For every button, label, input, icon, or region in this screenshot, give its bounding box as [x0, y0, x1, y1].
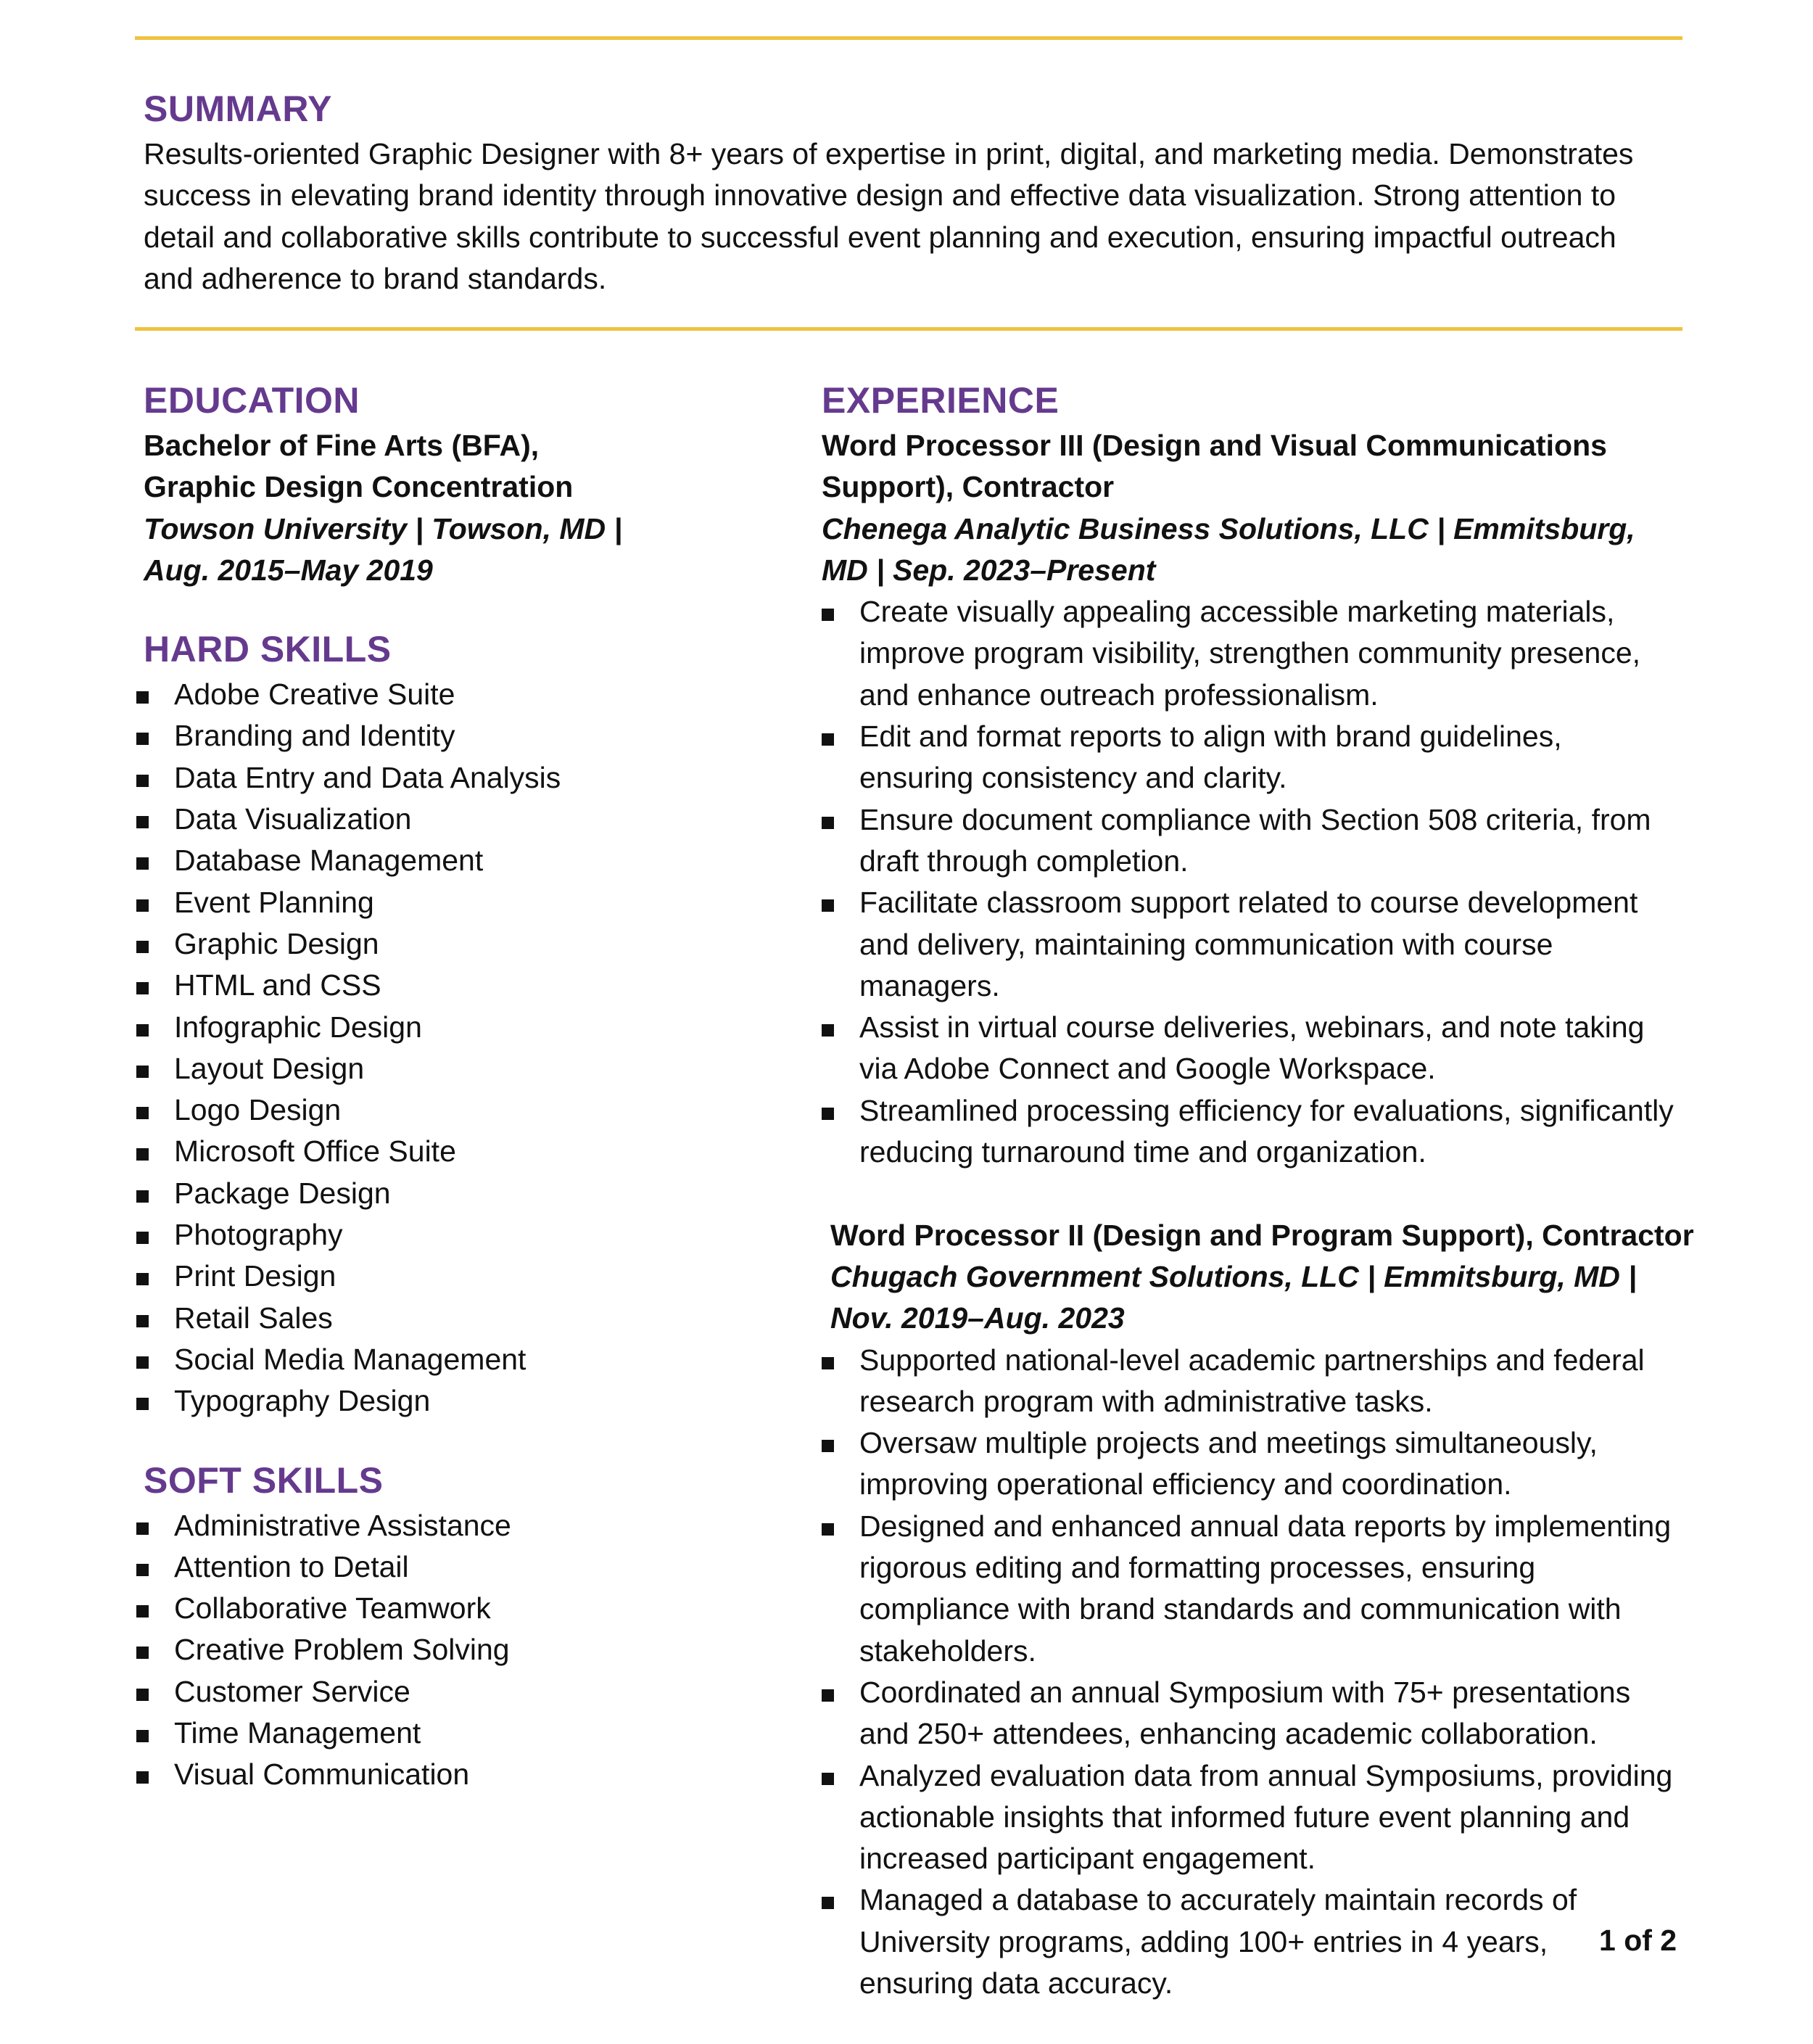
skill-label: Creative Problem Solving: [174, 1633, 510, 1667]
bullet-square-icon: [136, 1232, 149, 1244]
skill-item: [136, 1671, 796, 1713]
job-bullet: [822, 1672, 1728, 1755]
bullet-square-icon: [136, 691, 149, 704]
page-number: 1 of 2: [1599, 1924, 1677, 1957]
skill-item: [136, 1505, 796, 1546]
bullet-line: Designed and enhanced annual data reports by implementing: [859, 1509, 1672, 1543]
bullet-line: stakeholders.: [859, 1633, 1036, 1668]
bullet-line: actionable insights that informed future event planning and: [859, 1800, 1630, 1834]
job-company-line: MD | Sep. 2023–Present: [822, 553, 1156, 587]
left-column: [144, 380, 796, 1796]
bullet-line: Create visually appealing accessible marketing materials,: [859, 595, 1615, 629]
skill-label: Branding and Identity: [174, 719, 455, 753]
skill-label: Logo Design: [174, 1093, 342, 1127]
bullet-square-icon: [136, 1605, 149, 1618]
skill-item: [136, 840, 796, 881]
job-bullets: [822, 591, 1728, 1173]
soft-skills-list: [136, 1505, 796, 1796]
bullet-square-icon: [136, 775, 149, 787]
spacer: [822, 1173, 1728, 1214]
skill-label: Typography Design: [174, 1384, 431, 1418]
job-bullet: [822, 1090, 1728, 1174]
bullet-line: and delivery, maintaining communication with course: [859, 927, 1553, 961]
school-info: [144, 508, 796, 592]
bullet-square-icon: [136, 1190, 149, 1203]
bullet-line: and 250+ attendees, enhancing academic collaboration.: [859, 1717, 1598, 1751]
bullet-square-icon: [136, 816, 149, 828]
bullet-line: Facilitate classroom support related to course development: [859, 886, 1638, 920]
degree-line: Graphic Design Concentration: [144, 470, 574, 504]
job-company-line: Chenega Analytic Business Solutions, LLC | Emmitsburg,: [822, 511, 1635, 545]
school-line: Towson University | Towson, MD |: [144, 511, 623, 545]
skill-item: [136, 1256, 796, 1297]
bullet-line: Oversaw multiple projects and meetings simultaneously,: [859, 1426, 1598, 1460]
bullet-line: Managed a database to accurately maintain records of: [859, 1883, 1577, 1917]
skill-label: Data Entry and Data Analysis: [174, 760, 561, 794]
bullet-line: Streamlined processing efficiency for evaluations, significantly: [859, 1093, 1674, 1127]
bullet-line: and enhance outreach professionalism.: [859, 677, 1379, 712]
job-company-line: Chugach Government Solutions, LLC | Emmitsburg, MD |: [830, 1259, 1637, 1293]
job-bullet: [822, 1755, 1728, 1880]
school-line: Aug. 2015–May 2019: [144, 553, 433, 587]
skill-label: Data Visualization: [174, 802, 412, 836]
bullet-square-icon: [136, 1522, 149, 1535]
skill-label: HTML and CSS: [174, 968, 381, 1002]
bullet-line: Analyzed evaluation data from annual Symposiums, providing: [859, 1758, 1673, 1792]
skill-item: [136, 1754, 796, 1795]
skill-item: [136, 674, 796, 715]
bullet-square-icon: [822, 817, 834, 829]
bullet-square-icon: [136, 1148, 149, 1161]
skill-label: Layout Design: [174, 1051, 365, 1085]
bullet-square-icon: [822, 1024, 834, 1037]
skill-item: [136, 882, 796, 923]
job-entry: [822, 1173, 1728, 2004]
job-title-line: Word Processor II (Design and Program Support), Contractor: [830, 1218, 1694, 1252]
skill-item: [136, 1173, 796, 1214]
bullet-square-icon: [136, 941, 149, 953]
skill-label: Customer Service: [174, 1674, 410, 1708]
top-divider: [135, 36, 1682, 40]
skill-label: Infographic Design: [174, 1010, 422, 1044]
summary-line: Results-oriented Graphic Designer with 8+ years of expertise in print, digital, and marketing media. Demonstrates: [144, 137, 1634, 170]
job-title-line: Support), Contractor: [822, 470, 1115, 504]
bullet-square-icon: [136, 1647, 149, 1659]
skill-item: [136, 1713, 796, 1754]
bullet-square-icon: [822, 1440, 834, 1452]
bullet-line: compliance with brand standards and communication with: [859, 1592, 1622, 1626]
skill-item: [136, 1089, 796, 1131]
bullet-square-icon: [822, 733, 834, 746]
bullet-square-icon: [822, 1357, 834, 1369]
skill-item: [136, 1629, 796, 1670]
skill-label: Administrative Assistance: [174, 1508, 511, 1542]
bullet-square-icon: [136, 1730, 149, 1742]
bullet-square-icon: [136, 1398, 149, 1410]
skill-label: Print Design: [174, 1259, 336, 1293]
skill-label: Adobe Creative Suite: [174, 677, 455, 712]
bullet-line: Edit and format reports to align with brand guidelines,: [859, 720, 1562, 754]
skill-label: Photography: [174, 1218, 343, 1252]
job-bullet: [822, 799, 1728, 883]
skill-item: [136, 1131, 796, 1172]
bullet-line: Assist in virtual course deliveries, webinars, and note taking: [859, 1010, 1645, 1044]
job-title-line: Word Processor III (Design and Visual Communications: [822, 429, 1607, 462]
degree: [144, 425, 796, 508]
bullet-line: Ensure document compliance with Section 508 criteria, from: [859, 802, 1651, 836]
summary-line: detail and collaborative skills contribute to successful event planning and execution, ensuring impactful outreach: [144, 220, 1616, 254]
skill-label: Event Planning: [174, 885, 374, 919]
summary-text: [144, 133, 1703, 300]
bullet-square-icon: [136, 1024, 149, 1037]
job-bullet: [822, 1879, 1728, 2004]
job-company-line: Nov. 2019–Aug. 2023: [830, 1301, 1125, 1335]
summary-line: success in elevating brand identity through innovative design and effective data visualization. Strong attention to: [144, 178, 1616, 213]
bullet-line: research program with administrative tasks.: [859, 1384, 1433, 1418]
job-bullets: [822, 1340, 1728, 2005]
hard-skills-list: [136, 674, 796, 1422]
skill-item: [136, 799, 796, 840]
skill-label: Microsoft Office Suite: [174, 1134, 456, 1169]
skill-label: Attention to Detail: [174, 1549, 409, 1583]
bullet-line: ensuring consistency and clarity.: [859, 761, 1287, 795]
bullet-line: ensuring data accuracy.: [859, 1966, 1173, 2000]
summary-section: [144, 88, 1703, 300]
job-entry: [822, 425, 1728, 1173]
skill-label: Database Management: [174, 844, 484, 878]
bullet-line: Supported national-level academic partnerships and federal: [859, 1343, 1645, 1377]
bullet-line: increased participant engagement.: [859, 1842, 1316, 1876]
skill-item: [136, 1380, 796, 1422]
bullet-square-icon: [136, 899, 149, 912]
job-bullet: [822, 1340, 1728, 1423]
skill-label: Social Media Management: [174, 1342, 526, 1376]
bullet-square-icon: [136, 733, 149, 745]
bullet-line: managers.: [859, 968, 1000, 1002]
skill-item: [136, 1007, 796, 1048]
bullet-line: improving operational efficiency and coordination.: [859, 1467, 1512, 1501]
skill-label: Time Management: [174, 1716, 421, 1750]
skill-item: [136, 1339, 796, 1380]
skill-label: Package Design: [174, 1176, 391, 1210]
skill-label: Graphic Design: [174, 926, 379, 960]
bullet-line: reducing turnaround time and organization.: [859, 1135, 1426, 1169]
bullet-square-icon: [822, 1523, 834, 1536]
bullet-line: Coordinated an annual Symposium with 75+ presentations: [859, 1675, 1631, 1709]
skill-item: [136, 757, 796, 799]
bullet-square-icon: [136, 1356, 149, 1369]
skill-item: [136, 715, 796, 757]
job-bullet: [822, 1007, 1728, 1090]
bullet-line: via Adobe Connect and Google Workspace.: [859, 1052, 1436, 1086]
bullet-square-icon: [136, 1066, 149, 1078]
skill-item: [136, 965, 796, 1006]
skill-label: Visual Communication: [174, 1757, 470, 1792]
job-bullet: [822, 1506, 1728, 1672]
skill-item: [136, 1214, 796, 1256]
skill-item: [136, 923, 796, 965]
bullet-square-icon: [822, 609, 834, 621]
skill-item: [136, 1298, 796, 1339]
skill-item: [136, 1048, 796, 1089]
skill-label: Collaborative Teamwork: [174, 1591, 491, 1625]
bullet-square-icon: [822, 1689, 834, 1702]
bullet-square-icon: [136, 1107, 149, 1119]
bullet-square-icon: [136, 1564, 149, 1576]
bullet-square-icon: [822, 1773, 834, 1785]
bullet-square-icon: [136, 1771, 149, 1784]
bullet-square-icon: [136, 982, 149, 994]
soft-skills-heading: SOFT SKILLS: [144, 1459, 384, 1501]
education-heading: EDUCATION: [144, 380, 360, 421]
bullet-square-icon: [822, 1897, 834, 1909]
job-list: [822, 425, 1728, 2004]
degree-line: Bachelor of Fine Arts (BFA),: [144, 429, 540, 462]
job-bullet: [822, 716, 1728, 799]
summary-line: and adherence to brand standards.: [144, 261, 607, 295]
skill-label: Retail Sales: [174, 1301, 333, 1335]
bullet-square-icon: [136, 1689, 149, 1701]
bullet-line: rigorous editing and formatting processes, ensuring: [859, 1551, 1536, 1585]
job-bullet: [822, 591, 1728, 716]
job-bullet: [822, 1422, 1728, 1506]
bullet-square-icon: [822, 1108, 834, 1120]
skill-item: [136, 1546, 796, 1588]
skill-item: [136, 1588, 796, 1629]
bullet-square-icon: [136, 857, 149, 870]
summary-heading: SUMMARY: [144, 88, 332, 129]
experience-section: [822, 380, 1728, 2004]
bullet-square-icon: [136, 1273, 149, 1285]
hard-skills-heading: HARD SKILLS: [144, 629, 392, 670]
bullet-line: draft through completion.: [859, 844, 1189, 878]
bullet-square-icon: [822, 899, 834, 912]
bullet-line: University programs, adding 100+ entries in 4 years,: [859, 1924, 1548, 1958]
middle-divider: [135, 327, 1682, 331]
bullet-line: improve program visibility, strengthen community presence,: [859, 636, 1641, 670]
job-bullet: [822, 882, 1728, 1007]
experience-heading: EXPERIENCE: [822, 380, 1060, 421]
bullet-square-icon: [136, 1315, 149, 1327]
